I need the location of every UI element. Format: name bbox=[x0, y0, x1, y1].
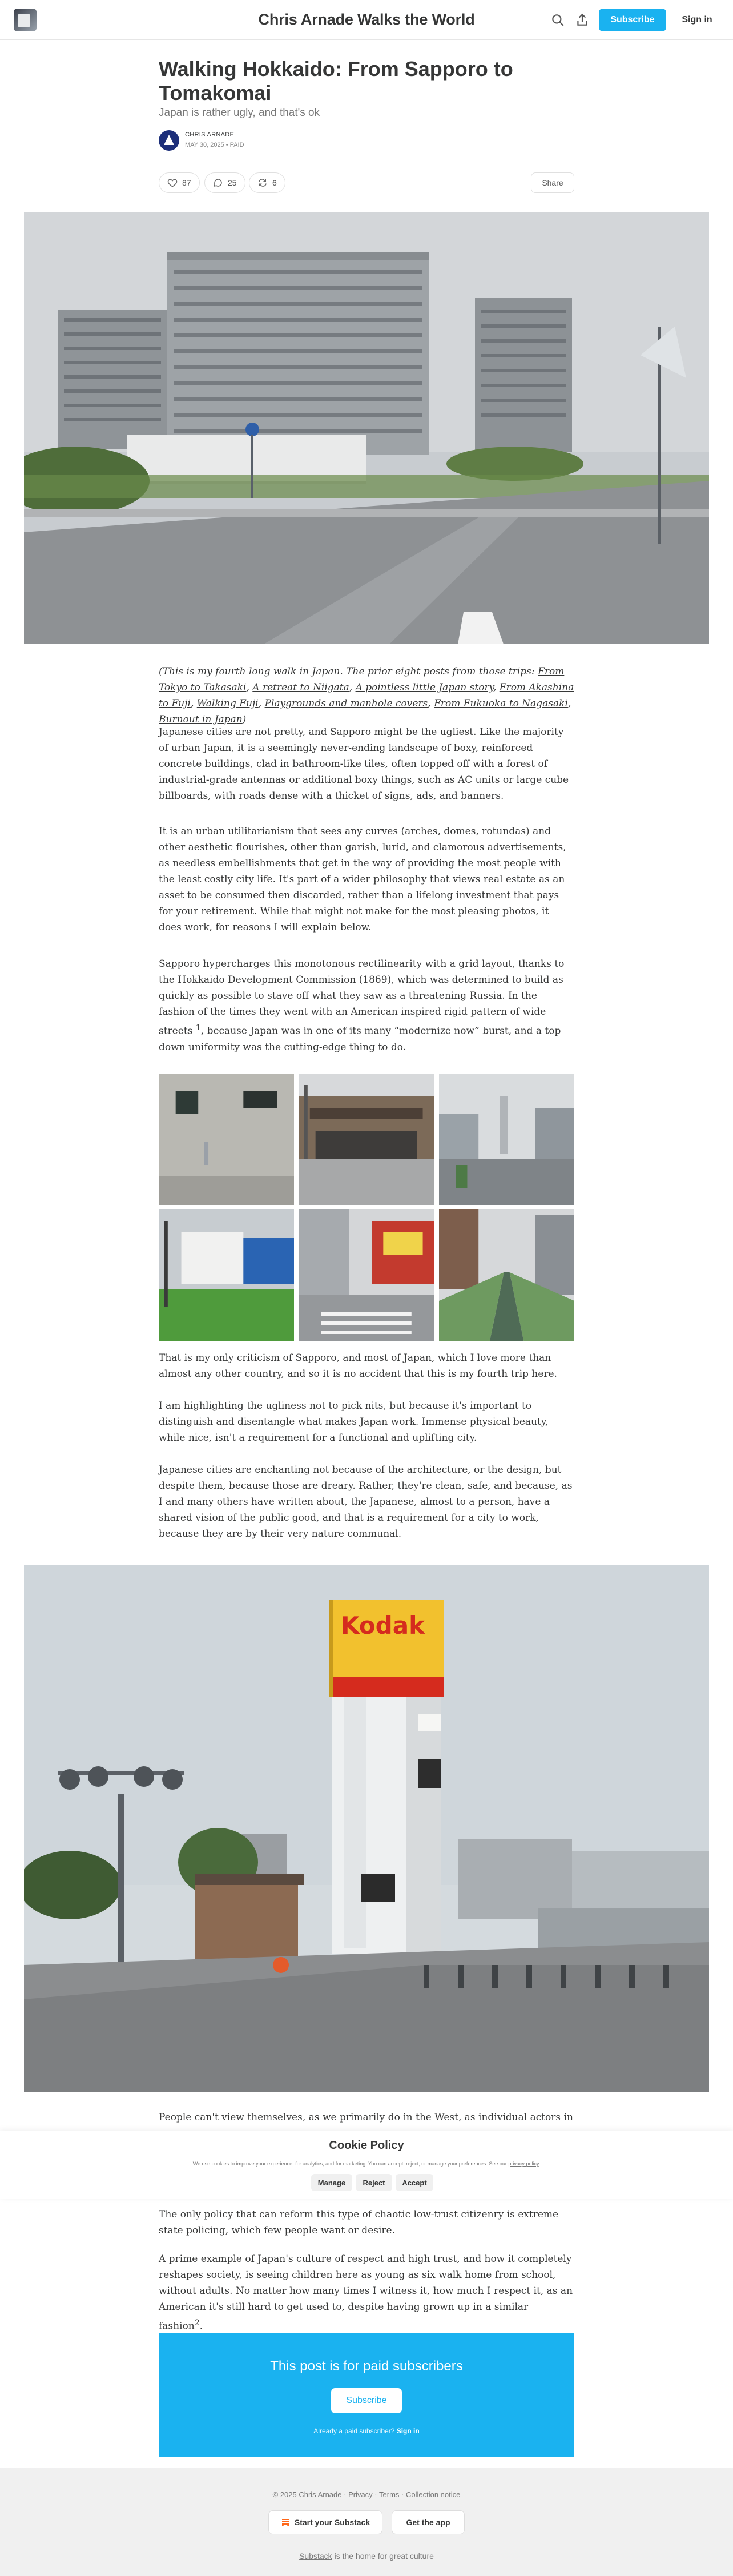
sign-in-button[interactable]: Sign in bbox=[682, 15, 712, 25]
body-paragraph: That is my only criticism of Sapporo, and most of Japan, which I love more than almost any other country, and so it is no accident that this is my fourth trip here. bbox=[159, 1352, 557, 1380]
substack-logo-icon bbox=[281, 2518, 290, 2527]
paragraph-text: Sapporo hypercharges this monotonous rectilinearity with a grid layout, thanks to the Hokkaido Development Commission (1869), which was determined to build as quickly as possible to stave off what they saw as a threatening Russia. In the fashion of the times they went with an American inspired rigid pattern of wide streets bbox=[159, 958, 565, 1037]
paragraph-text: . bbox=[199, 2320, 203, 2332]
like-count: 87 bbox=[182, 178, 191, 187]
intro-text-end: ) bbox=[242, 714, 247, 725]
footnote-marker[interactable]: 2 bbox=[194, 2318, 200, 2328]
paywall-box bbox=[159, 2333, 574, 2457]
cookie-manage-button[interactable]: Manage bbox=[311, 2174, 352, 2191]
intro-paragraph: (This is my fourth long walk in Japan. The prior eight posts from those trips: From Tokyo to Takasaki, A retreat to Niigata, A pointless little Japan story, From Akashina to Fuji, Walking Fuji, Playgrounds and manhole covers, From Fukuoka to Nagasaki, Burnout in Japan) bbox=[159, 666, 574, 725]
post-title: Walking Hokkaido: From Sapporo to Tomakomai bbox=[159, 57, 513, 105]
gallery-photo[interactable] bbox=[299, 1209, 434, 1341]
share-button[interactable]: Share bbox=[531, 172, 574, 193]
body-paragraph: People can't view themselves, as we primarily do in the West, as individual actors in bbox=[159, 2112, 573, 2123]
hero-photo-apartment-blocks[interactable] bbox=[24, 212, 709, 644]
comment-count: 25 bbox=[228, 178, 237, 187]
post-date-meta: MAY 30, 2025 • PAID bbox=[185, 142, 244, 148]
author-name[interactable]: CHRIS ARNADE bbox=[185, 131, 235, 138]
body-paragraph: The only policy that can reform this type of chaotic low-trust citizenry is extreme state policing, which few people want or desire. bbox=[159, 2209, 559, 2236]
intro-link[interactable]: A retreat to Niigata bbox=[252, 682, 349, 693]
body-paragraph bbox=[159, 956, 574, 1055]
body-paragraph: Japanese cities are not pretty, and Sapporo might be the ugliest. Like the majority of urban Japan, it is a seemingly never-ending landscape of boxy, reinforced concrete buildings, clad in bathroom-like tiles, often topped off with a forest of industrial-grade antennas or additional boxy things, such as AC units or large cube billboards, with roads dense with a thicket of signs, ads, and banners. bbox=[159, 726, 569, 802]
cookie-title: Cookie Policy bbox=[329, 2139, 404, 2152]
body-paragraph: Japanese cities are enchanting not because of the architecture, or the design, but despite them, because those are dreary. Rather, they're clean, safe, and because, as I and many others have written about, the Japanese, almost to a person, have a shared vision of the public good, and that is a requirement for a city to work, because they are by their very nature communal. bbox=[159, 1464, 573, 1540]
already-subscriber-text: Already a paid subscriber? bbox=[313, 2427, 395, 2435]
paywall-subscribe-button[interactable]: Subscribe bbox=[331, 2388, 402, 2413]
footnote-marker[interactable]: 1 bbox=[195, 1023, 201, 1032]
body-paragraph: I am highlighting the ugliness not to pick nits, but because it's important to distinguish and disentangle what makes Japan work. Immense physical beauty, while nice, isn't a requirement for a functional and uplifting city. bbox=[159, 1400, 549, 1444]
intro-link[interactable]: From Tokyo to Takasaki bbox=[159, 666, 565, 693]
copyright-text: © 2025 Chris Arnade bbox=[272, 2490, 342, 2499]
gallery-photo[interactable] bbox=[439, 1074, 574, 1205]
paragraph-text: , because Japan was in one of its many “modernize now” burst, and a top down uniformity was the cutting-edge thing to do. bbox=[159, 1025, 561, 1053]
footer-terms-link[interactable]: Terms bbox=[379, 2490, 400, 2499]
substack-link[interactable]: Substack bbox=[299, 2551, 332, 2561]
hero-photo-kodak-tower[interactable] bbox=[24, 1565, 709, 2092]
get-app-button[interactable]: Get the app bbox=[392, 2510, 465, 2534]
search-icon[interactable] bbox=[550, 13, 565, 27]
cookie-description bbox=[0, 2161, 733, 2167]
footer-links: © 2025 Chris Arnade · Privacy · Terms · Collection notice bbox=[272, 2490, 461, 2499]
intro-link[interactable]: From Akashina to Fuji bbox=[159, 682, 574, 709]
publication-title[interactable]: Chris Arnade Walks the World bbox=[258, 11, 475, 28]
top-navigation-bar bbox=[0, 0, 733, 40]
comments-button[interactable] bbox=[204, 172, 245, 193]
kodak-sign-text: Kodak bbox=[341, 1611, 425, 1639]
cookie-reject-button[interactable]: Reject bbox=[356, 2174, 392, 2191]
cookie-text-end: . bbox=[538, 2161, 541, 2167]
intro-link[interactable]: From Fukuoka to Nagasaki bbox=[434, 698, 568, 709]
start-substack-button[interactable] bbox=[268, 2510, 382, 2534]
page-footer bbox=[0, 2468, 733, 2576]
tagline-text: is the home for great culture bbox=[332, 2551, 434, 2561]
privacy-policy-link[interactable]: privacy policy bbox=[508, 2161, 539, 2167]
intro-link[interactable]: Burnout in Japan bbox=[159, 714, 243, 725]
paywall-signin-link[interactable]: Sign in bbox=[396, 2427, 420, 2435]
restack-icon bbox=[257, 178, 268, 188]
restack-button[interactable] bbox=[249, 172, 285, 193]
body-paragraph: It is an urban utilitarianism that sees any curves (arches, domes, rotundas) and other aesthetic flourishes, other than garish, lurid, and clamorous advertisements, as needless embellishments that get in the way of providing the most people with the least costly city life. It's part of a wider philosophy that views real estate as an asset to be consumed then discarded, rather than a lifelong investment that pays for your retirement. While that might not make for the most pleasing photos, it does work, for reasons I will explain below. bbox=[159, 826, 566, 933]
paragraph-text: A prime example of Japan's culture of respect and high trust, and how it completely reshapes society, is seeing children here as young as six walk home from school, without adults. No matter how many times I witness it, how much I respect it, as an American it's still hard to get used to, despite having grown up in a similar fashion bbox=[159, 2253, 573, 2332]
gallery-photo[interactable] bbox=[159, 1074, 294, 1205]
subscribe-button[interactable]: Subscribe bbox=[599, 9, 666, 31]
cookie-banner bbox=[0, 2131, 733, 2199]
gallery-photo[interactable] bbox=[299, 1074, 434, 1205]
body-paragraph bbox=[159, 2251, 574, 2334]
kodak-tower-photo bbox=[24, 1565, 709, 2092]
start-substack-label: Start your Substack bbox=[294, 2518, 370, 2527]
paywall-signin-prompt bbox=[159, 2427, 574, 2435]
cookie-text: We use cookies to improve your experience, for analytics, and for marketing. You can accept, reject, or manage your preferences. See our bbox=[192, 2161, 509, 2167]
intro-link[interactable]: A pointless little Japan story bbox=[355, 682, 493, 693]
cookie-accept-button[interactable]: Accept bbox=[396, 2174, 433, 2191]
paywall-title: This post is for paid subscribers bbox=[270, 2358, 463, 2374]
intro-text: (This is my fourth long walk in Japan. The prior eight posts from those trips: bbox=[159, 666, 538, 677]
share-upload-icon[interactable] bbox=[575, 13, 590, 27]
footer-tagline bbox=[0, 2551, 733, 2561]
intro-link[interactable]: Playgrounds and manhole covers bbox=[264, 698, 428, 709]
comment-icon bbox=[213, 178, 223, 188]
gallery-photo[interactable] bbox=[159, 1209, 294, 1341]
apartment-blocks-photo bbox=[24, 212, 709, 644]
author-avatar[interactable] bbox=[159, 130, 179, 151]
gallery-photo[interactable] bbox=[439, 1209, 574, 1341]
photo-gallery bbox=[159, 1074, 574, 1341]
footer-collection-link[interactable]: Collection notice bbox=[405, 2490, 461, 2499]
heart-icon bbox=[167, 178, 178, 188]
like-button[interactable] bbox=[159, 172, 200, 193]
footer-privacy-link[interactable]: Privacy bbox=[348, 2490, 373, 2499]
post-subtitle: Japan is rather ugly, and that's ok bbox=[159, 107, 320, 119]
restack-count: 6 bbox=[272, 178, 277, 187]
intro-link[interactable]: Walking Fuji bbox=[196, 698, 259, 709]
